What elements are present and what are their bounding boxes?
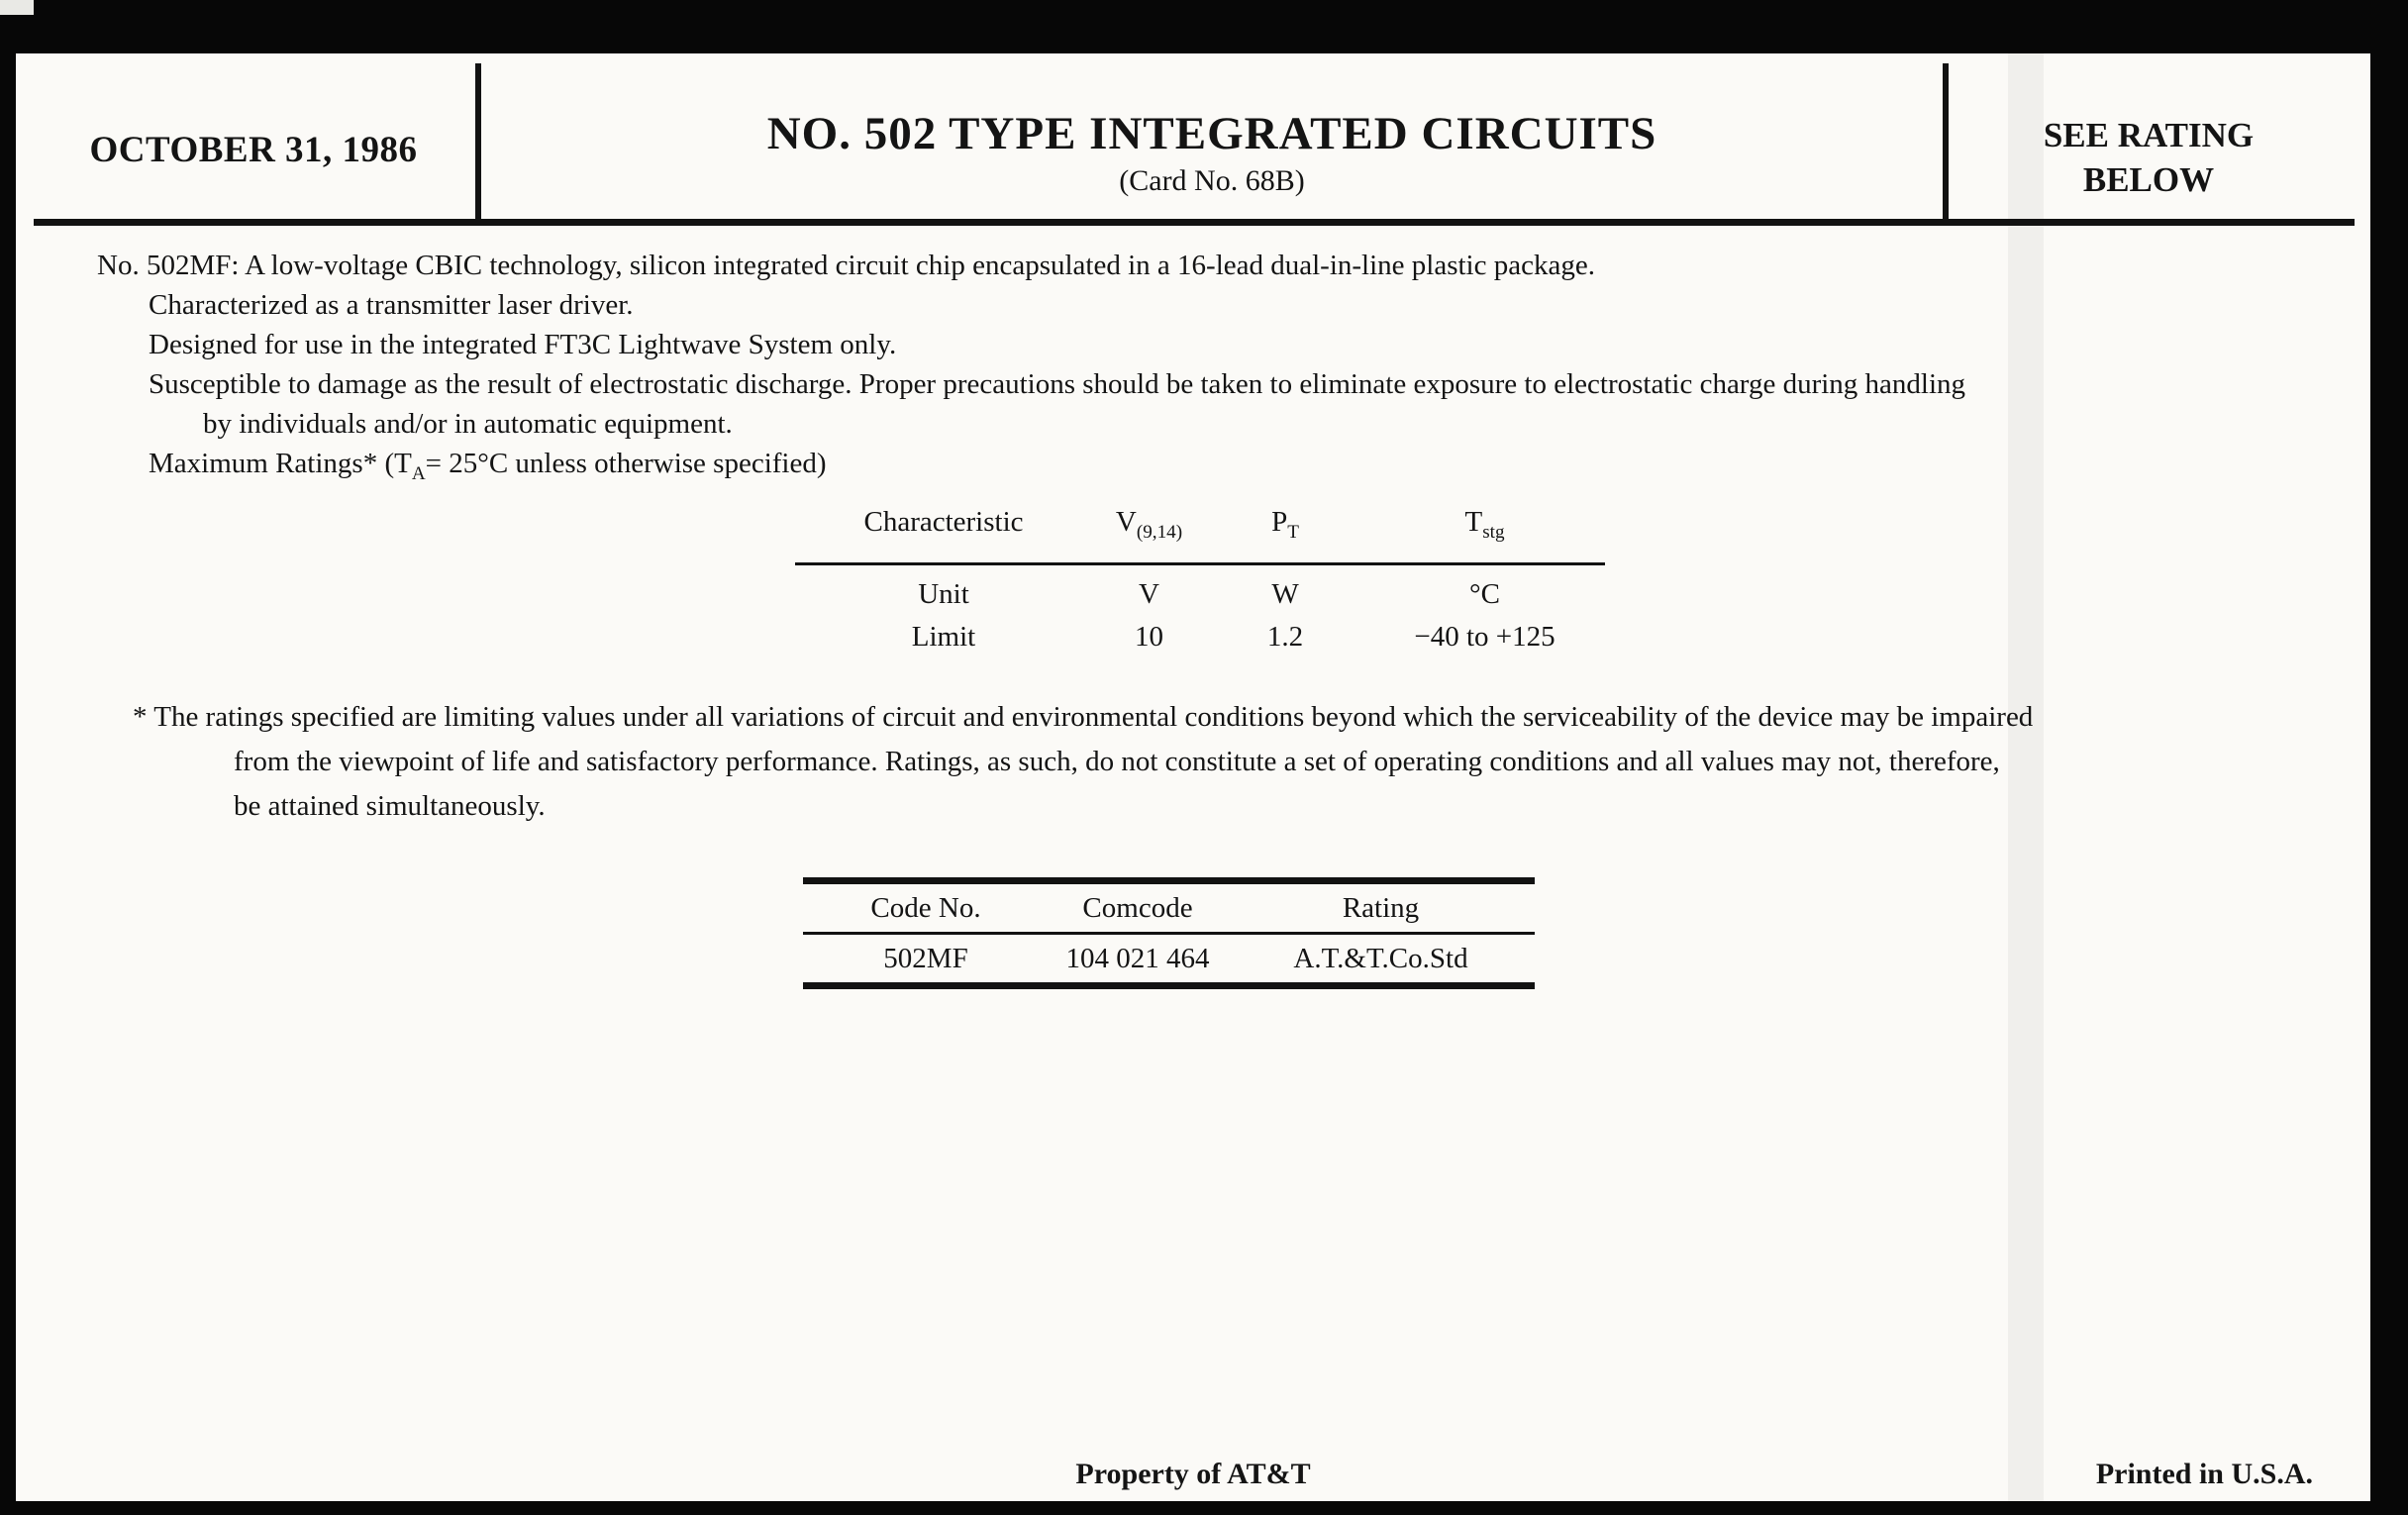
footnote-line-3: be attained simultaneously. [234,790,546,822]
header-divider-left [475,63,481,220]
see-rating-note [1951,113,2347,202]
table-cell: 10 [1135,620,1163,653]
ratings-row-unit [795,573,1605,616]
header-title-block [483,107,1941,198]
ratings-header-pt: $P_T$ [1271,506,1299,543]
table-cell: 1.2 [1266,620,1304,653]
ratings-header-row [795,501,1605,565]
code-table-header-row [803,884,1535,935]
property-notice: Property of AT&T [1075,1458,1311,1490]
description-line-3: Designed for use in the integrated FT3C Lightwave System only. [149,329,897,360]
see-rating-line2: BELOW [2082,160,2215,199]
ta-subscript: A [411,462,426,484]
table-cell: A.T.&T.Co.Std [1293,943,1468,974]
footnote-line-2: from the viewpoint of life and satisfactory performance. Ratings, as such, do not constitute a set of operating conditions and all values may not, therefore, [234,746,2000,777]
code-table-header-rating: Rating [1342,892,1420,924]
maximum-ratings-heading [16,444,2370,494]
table-cell: W [1271,577,1299,610]
code-table-data-row [803,935,1535,982]
code-table-header-code-no: Code No. [870,892,981,924]
description-line-2: Characterized as a transmitter laser driver. [149,289,634,321]
table-cell: −40 to +125 [1414,620,1555,653]
ratings-row-limit [795,616,1605,658]
table-cell: 502MF [883,943,968,974]
description-block [16,246,2370,494]
document-date: OCTOBER 31, 1986 [89,130,418,170]
see-rating-line1: SEE RATING [2043,116,2255,154]
table-cell: 104 021 464 [1065,943,1210,974]
table-cell: Unit [918,577,969,610]
document-title: NO. 502 TYPE INTEGRATED CIRCUITS [766,108,1657,159]
ratings-header-v914: $V_{(9,14)}$ [1115,506,1183,543]
maximum-ratings-prefix: Maximum Ratings* (T [149,448,412,479]
description-line-4: Susceptible to damage as the result of electrostatic discharge. Proper precautions should be taken to eliminate exposure to electrostatic charge during handling [149,368,1966,400]
description-line-5: by individuals and/or in automatic equipment. [203,408,733,440]
ratings-header-tstg: $T_{stg}$ [1464,506,1505,543]
table-cell: °C [1469,577,1500,610]
code-table [803,877,1535,989]
table-cell: Limit [911,620,976,653]
header-divider-right [1943,63,1949,220]
ratings-footnote [16,695,2370,829]
footnote-line-1: * The ratings specified are limiting values under all variations of circuit and environmental conditions beyond which the serviceability of the device may be impaired [133,701,2034,733]
table-cell: V [1139,577,1159,610]
ratings-header-characteristic: Characteristic [863,506,1024,538]
maximum-ratings-table [795,501,1605,658]
document-page [16,53,2370,1501]
description-line-1: No. 502MF: A low-voltage CBIC technology, silicon integrated circuit chip encapsulated in a 16-lead dual-in-line plastic package. [97,250,1595,281]
code-table-header-comcode: Comcode [1082,892,1193,924]
scan-corner-artifact [0,0,34,15]
printed-in-notice: Printed in U.S.A. [2095,1458,2313,1490]
header-rule [34,219,2355,226]
card-number: (Card No. 68B) [1119,164,1305,197]
maximum-ratings-suffix: = 25°C unless otherwise specified) [425,448,827,479]
